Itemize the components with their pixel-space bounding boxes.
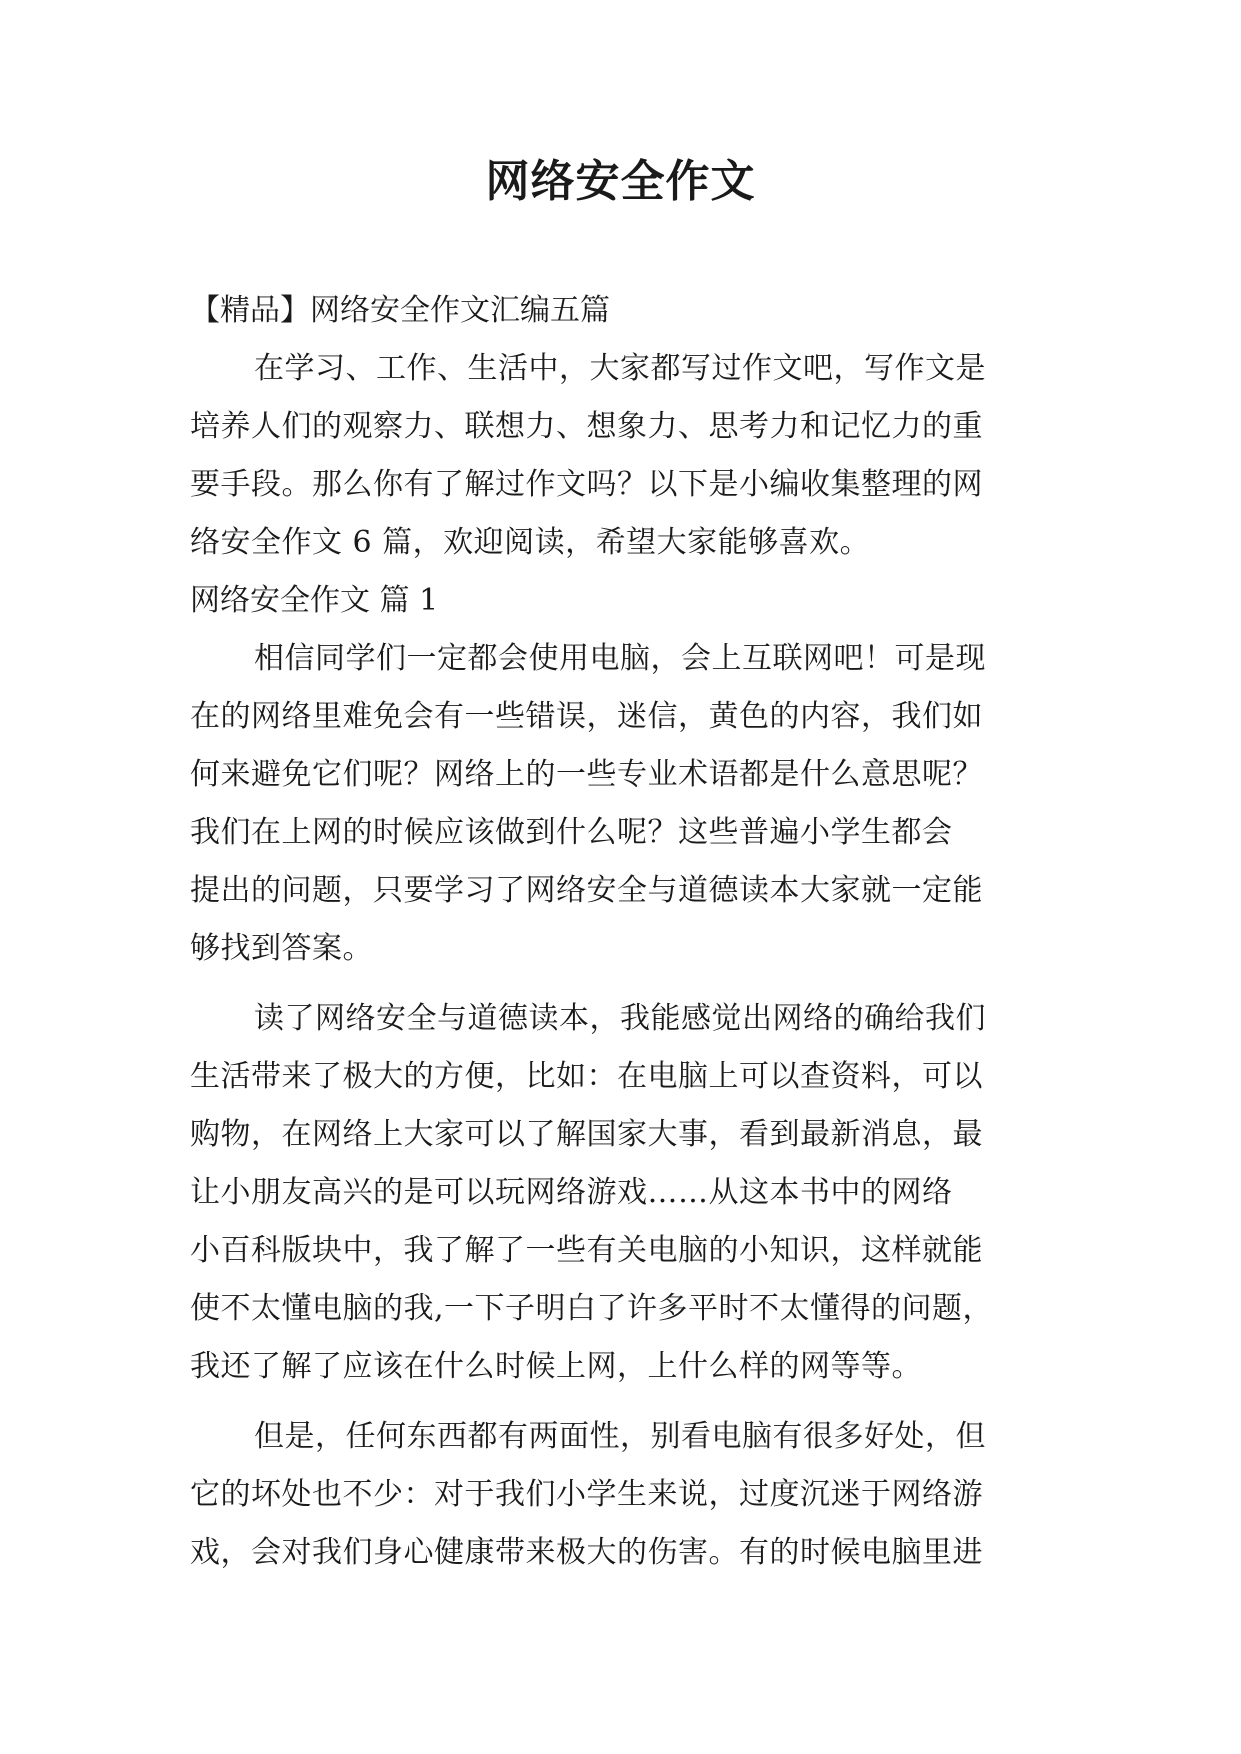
paragraph-line: 小百科版块中，我了解了一些有关电脑的小知识，这样就能 <box>190 1233 983 1268</box>
paragraph-line: 提出的问题，只要学习了网络安全与道德读本大家就一定能 <box>190 873 983 908</box>
document-title: 网络安全作文 <box>485 156 756 207</box>
paragraph-spacer <box>190 978 1058 990</box>
paragraph-line: 络安全作文 6 篇，欢迎阅读，希望大家能够喜欢。 <box>190 525 871 560</box>
paragraph-line: 相信同学们一定都会使用电脑，会上互联网吧！可是现 <box>254 641 986 676</box>
paragraph-line: 使不太懂电脑的我,一下子明白了许多平时不太懂得的问题， <box>190 1291 994 1326</box>
paragraph-line: 何来避免它们呢？网络上的一些专业术语都是什么意思呢？ <box>190 757 983 792</box>
paragraph-line: 够找到答案。 <box>190 931 373 966</box>
paragraph-line: 我们在上网的时候应该做到什么呢？这些普遍小学生都会 <box>190 815 953 850</box>
paragraph-spacer <box>190 1396 1058 1408</box>
paragraph-line: 要手段。那么你有了解过作文吗？以下是小编收集整理的网 <box>190 467 983 502</box>
document-body <box>190 282 1058 1582</box>
paragraph-line: 让小朋友高兴的是可以玩网络游戏……从这本书中的网络 <box>190 1175 953 1210</box>
paragraph-3 <box>190 1408 1058 1582</box>
paragraph-2 <box>190 990 1058 1396</box>
section-heading: 网络安全作文 篇 1 <box>190 583 439 618</box>
intro-paragraph <box>190 340 1058 572</box>
paragraph-line: 但是，任何东西都有两面性，别看电脑有很多好处，但 <box>254 1419 986 1454</box>
paragraph-line: 培养人们的观察力、联想力、想象力、思考力和记忆力的重 <box>190 409 983 444</box>
paragraph-line: 戏，会对我们身心健康带来极大的伤害。有的时候电脑里进 <box>190 1535 983 1570</box>
paragraph-1 <box>190 630 1058 978</box>
paragraph-line: 读了网络安全与道德读本，我能感觉出网络的确给我们 <box>254 1001 986 1036</box>
document-subtitle: 【精品】网络安全作文汇编五篇 <box>190 293 610 328</box>
paragraph-line: 生活带来了极大的方便，比如：在电脑上可以查资料，可以 <box>190 1059 983 1094</box>
paragraph-line: 在学习、工作、生活中，大家都写过作文吧，写作文是 <box>254 351 986 386</box>
paragraph-line: 购物，在网络上大家可以了解国家大事，看到最新消息，最 <box>190 1117 983 1152</box>
paragraph-line: 在的网络里难免会有一些错误，迷信，黄色的内容，我们如 <box>190 699 983 734</box>
paragraph-line: 它的坏处也不少：对于我们小学生来说，过度沉迷于网络游 <box>190 1477 983 1512</box>
paragraph-line: 我还了解了应该在什么时候上网，上什么样的网等等。 <box>190 1349 922 1384</box>
